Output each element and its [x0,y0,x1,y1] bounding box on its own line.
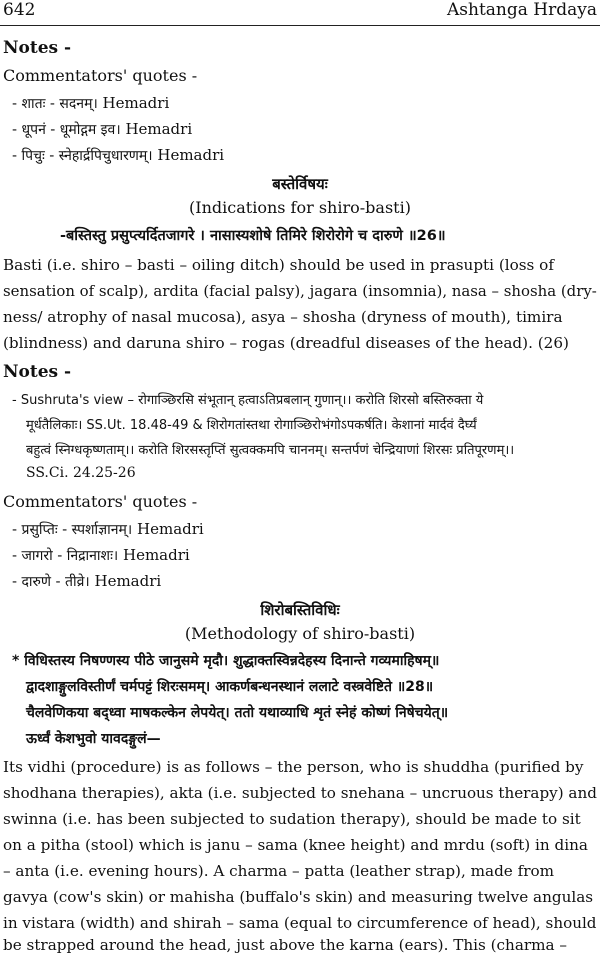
running-title: Ashtanga Hrdaya [447,0,597,20]
paragraph-line: sensation of scalp), ardita (facial palsy), jagara (insomnia), nasa – shosha (dry- [3,282,597,300]
commentator-quote: - शातः - सदनम्। Hemadri [12,94,170,112]
sushruta-view-line: बहुत्वं स्निग्धकृष्णताम्।। करोति शिरसस्तृप्तिं सुत्वक्कमपि चाननम्। सन्तर्पणं चेन्द्रियाणां शिरसः प्रतिपूरणम्।। [26,443,515,458]
sanskrit-verse: ऊर्ध्वं केशभुवो यावदङ्गुलं— [26,731,161,747]
notes-heading: Notes - [3,38,72,58]
header-rule [0,25,600,26]
paragraph-line: on a pitha (stool) which is janu – sama (knee height) and mrdu (soft) in dina [3,836,588,854]
paragraph-line: shodhana therapies), akta (i.e. subjected to snehana – uncruous therapy) and [3,784,597,802]
sanskrit-verse: -बस्तिस्तु प्रसुप्त्यर्दितजागरे । नासास्यशोषे तिमिरे शिरोरोगे च दारुणे ॥26॥ [60,228,446,244]
page-header [3,0,597,22]
page-number: 642 [3,0,36,20]
sushruta-view-line: मूर्धतैलिकाः। SS.Ut. 18.48-49 & शिरोगतांस्तथा रोगाञ्छिरोभंगोऽपकर्षति। केशानां मार्दवं दैर्घ्यं [26,418,477,433]
paragraph-line: gavya (cow's skin) or mahisha (buffalo's skin) and measuring twelve angulas [3,888,594,906]
commentator-quote: - पिचुः - स्नेहार्द्रपिचुधारणम्। Hemadri [12,146,225,164]
sushruta-view-line: - Sushruta's view – रोगाञ्छिरसि संभूतान् हत्वाऽतिप्रबलान् गुणान्।। करोति शिरसो बस्तिरुक्ता ये [12,393,484,408]
commentator-quote: - धूपनं - धूमोद्गम इव। Hemadri [12,120,193,138]
section-title: शिरोबस्तिविधिः [260,601,340,619]
paragraph-line: (blindness) and daruna shiro – rogas (dreadful diseases of the head). (26) [3,334,569,352]
paragraph-line: in vistara (width) and shirah – sama (equal to circumference of head), should [3,914,597,932]
commentator-quote: - दारुणे - तीव्रे। Hemadri [12,572,162,590]
notes-heading: Notes - [3,362,72,382]
sanskrit-verse: द्वादशाङ्गुलविस्तीर्णं चर्मपट्टं शिरःसमम्। आकर्णबन्धनस्थानं ललाटे वस्त्रवेष्टिते ॥28॥ [26,679,434,695]
paragraph-line: be strapped around the head, just above the karna (ears). This (charma – [3,936,568,954]
commentators-label: Commentators' quotes - [3,492,198,511]
section-subtitle: (Indications for shiro-basti) [189,198,411,217]
commentator-quote: - प्रसुप्तिः - स्पर्शाज्ञानम्। Hemadri [12,520,204,538]
sanskrit-verse: * विधिस्तस्य निषण्णस्य पीठे जानुसमे मृदौ। शुद्धाक्तस्विन्नदेहस्य दिनान्ते गव्यमाहिषम्॥ [12,653,440,669]
section-title: बस्तेर्विषयः [272,175,328,193]
paragraph-line: Its vidhi (procedure) is as follows – the person, who is shuddha (purified by [3,758,584,776]
sanskrit-verse: चैलवेणिकया बद्ध्वा माषकल्केन लेपयेत्। ततो यथाव्याधि शृतं स्नेहं कोष्णं निषेचयेत्॥ [26,705,449,721]
sushruta-view-reference: SS.Ci. 24.25-26 [26,465,136,481]
paragraph-line: – anta (i.e. evening hours). A charma – patta (leather strap), made from [3,862,555,880]
paragraph-line: ness/ atrophy of nasal mucosa), asya – shosha (dryness of mouth), timira [3,308,563,326]
commentator-quote: - जागरो - निद्रानाशः। Hemadri [12,546,190,564]
paragraph-line: swinna (i.e. has been subjected to sudation therapy), should be made to sit [3,810,581,828]
section-subtitle: (Methodology of shiro-basti) [184,624,416,643]
paragraph-line: Basti (i.e. shiro – basti – oiling ditch) should be used in prasupti (loss of [3,256,554,274]
commentators-label: Commentators' quotes - [3,66,198,85]
